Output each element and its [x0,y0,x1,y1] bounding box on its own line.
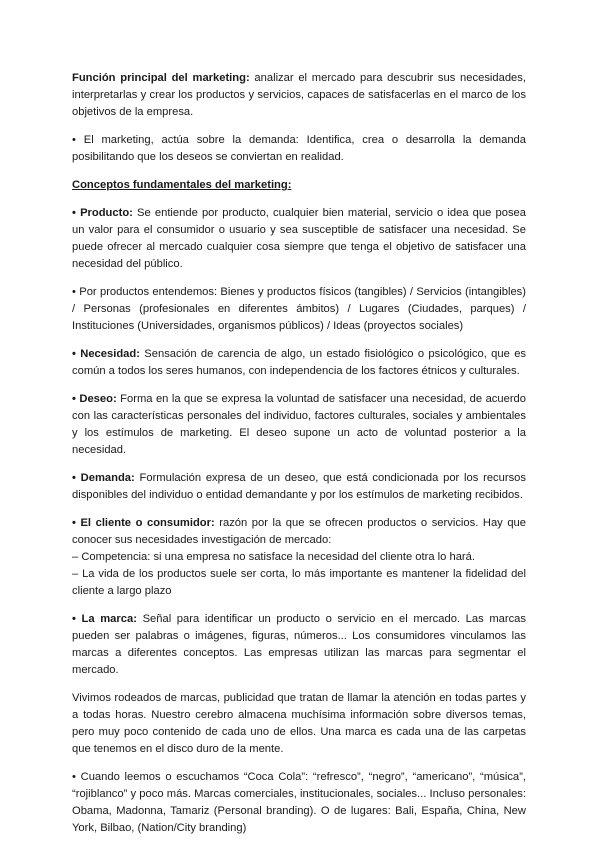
document-page [72,70,526,837]
section-heading-conceptos: Conceptos fundamentales del marketing: [72,179,292,191]
cliente-text: razón por la que se ofrecen productos o servicios. Hay que conocer sus necesidades investigación de mercado: [72,517,526,546]
producto-label: • Producto: [72,207,133,219]
cliente-line-competencia: – Competencia: si una empresa no satisface la necesidad del cliente otra lo hará. [72,551,475,563]
necesidad-label: • Necesidad: [72,348,140,360]
paragraph-deseo [72,391,526,459]
paragraph-necesidad [72,346,526,380]
deseo-label: • Deseo: [72,393,117,405]
cliente-label: • El cliente o consumidor: [72,517,215,529]
paragraph-productos-bullet: • Por productos entendemos: Bienes y productos físicos (tangibles) / Servicios (intangibles) / Personas (profesionales en diferentes ámbitos) / Lugares (Ciudades, parques) / Instituciones (Universidades, organismos públicos) / Ideas (proyectos sociales) [72,286,526,332]
paragraph-demanda [72,470,526,504]
demanda-text: Formulación expresa de un deseo, que está condicionada por los recursos disponibles del individuo o entidad demandante y por los estímulos de marketing recibidos. [72,472,526,501]
paragraph-demanda-bullet: • El marketing, actúa sobre la demanda: Identifica, crea o desarrolla la demanda posibilitando que los deseos se conviertan en realidad. [72,134,526,163]
marca-text: Señal para identificar un producto o servicio en el mercado. Las marcas pueden ser palabras o imágenes, figuras, números... Los consumidores vinculamos las marcas a diferentes conceptos. Las empresas utilizan las marcas para segmentar el mercado. [72,613,527,676]
necesidad-text: Sensación de carencia de algo, un estado fisiológico o psicológico, que es común a todos los seres humanos, con independencia de los factores étnicos y culturales. [72,348,527,377]
paragraph-marca [72,611,526,679]
paragraph-cliente [72,515,526,600]
paragraph-funcion [72,70,526,121]
demanda-label: • Demanda: [72,472,135,484]
paragraph-coca-cola: • Cuando leemos o escuchamos “Coca Cola”: “refresco”, “negro”, “americano”, “música”, “rojiblanco” y poco más. Marcas comerciales, institucionales, sociales... Incluso personales: Obama, Madonna, Tamariz (Personal branding). O de lugares: Bali, España, China, New York, Bilbao, (Nation/City branding) [72,771,526,834]
paragraph-producto [72,205,526,273]
funcion-text: analizar el mercado para descubrir sus necesidades, interpretarlas y crear los productos y servicios, capaces de satisfacerlas en el marco de los objetivos de la empresa. [72,72,526,118]
producto-text: Se entiende por producto, cualquier bien material, servicio o idea que posea un valor para el consumidor o usuario y sea susceptible de satisfacer una necesidad. Se puede ofrecer al mercado cualquier cosa siempre que tenga el objetivo de satisfacer una necesidad del público. [72,207,526,270]
deseo-text: Forma en la que se expresa la voluntad de satisfacer una necesidad, de acuerdo con las características personales del individuo, factores culturales, sociales y ambientales y los estímulos de marketing. El deseo supone un acto de voluntad posterior a la necesidad. [72,393,526,456]
cliente-intro [72,515,526,549]
cliente-line-vida: – La vida de los productos suele ser corta, lo más importante es mantener la fidelidad del cliente a largo plazo [72,568,526,597]
paragraph-vivimos: Vivimos rodeados de marcas, publicidad que tratan de llamar la atención en todas partes y a todas horas. Nuestro cerebro almacena muchísima información sobre diversos temas, pero muy poco contenido de cada uno de ellos. Una marca es cada una de las carpetas que tenemos en el disco duro de la mente. [72,692,526,755]
marca-label: • La marca: [72,613,137,625]
funcion-label: Función principal del marketing: [72,72,250,84]
